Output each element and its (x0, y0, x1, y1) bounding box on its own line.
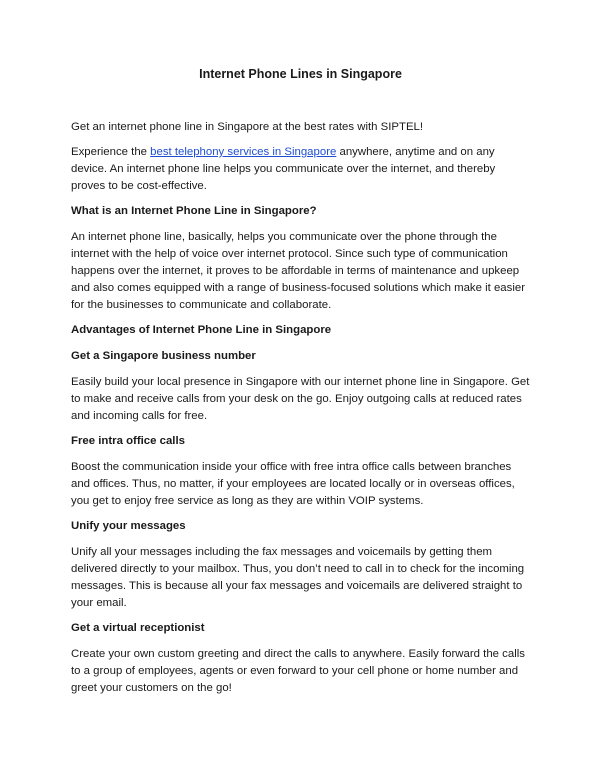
section-heading-intra-office: Free intra office calls (71, 435, 185, 447)
section-body-receptionist: Create your own custom greeting and direct the calls to anywhere. Easily forward the calls to a group of employees, agents or even forward to your cell phone or home number and greet your customers on the go! (71, 648, 525, 694)
section-heading-what-is: What is an Internet Phone Line in Singapore? (71, 205, 317, 217)
telephony-services-link[interactable]: best telephony services in Singapore (150, 146, 337, 158)
intro-paragraph: Get an internet phone line in Singapore at the best rates with SIPTEL! (71, 121, 424, 133)
section-heading-advantages: Advantages of Internet Phone Line in Singapore (71, 324, 332, 336)
experience-paragraph (71, 144, 530, 195)
section-heading-business-number: Get a Singapore business number (71, 350, 256, 362)
experience-text-before: Experience the (71, 146, 151, 158)
section-body-intra-office: Boost the communication inside your office with free intra office calls between branches and offices. Thus, no matter, if your employees are located locally or in overseas offices, you get to enjoy free service as long as they are within VOIP systems. (71, 461, 515, 507)
section-heading-unify: Unify your messages (71, 520, 186, 532)
experience-text-after: anywhere, anytime and on any device. An internet phone line helps you communicate over the internet, and thereby proves to be cost-effective. (71, 146, 496, 192)
section-body-business-number: Easily build your local presence in Singapore with our internet phone line in Singapore. Get to make and receive calls from your desk on the go. Enjoy outgoing calls at reduced rates and incoming calls for free. (71, 376, 530, 422)
section-body-unify: Unify all your messages including the fax messages and voicemails by getting them delivered directly to your mailbox. Thus, you don’t need to call in to check for the incoming messages. This is because all your fax messages and voicemails are delivered straight to your email. (71, 546, 525, 609)
section-heading-receptionist: Get a virtual receptionist (71, 622, 205, 634)
page-title: Internet Phone Lines in Singapore (199, 67, 402, 81)
section-body-what-is: An internet phone line, basically, helps you communicate over the phone through the internet with the help of voice over internet protocol. Since such type of communication happens over the internet, it proves to be affordable in terms of maintenance and upkeep and also comes equipped with a range of business-focused solutions which make it easier for the businesses to communicate and collaborate. (71, 231, 525, 311)
